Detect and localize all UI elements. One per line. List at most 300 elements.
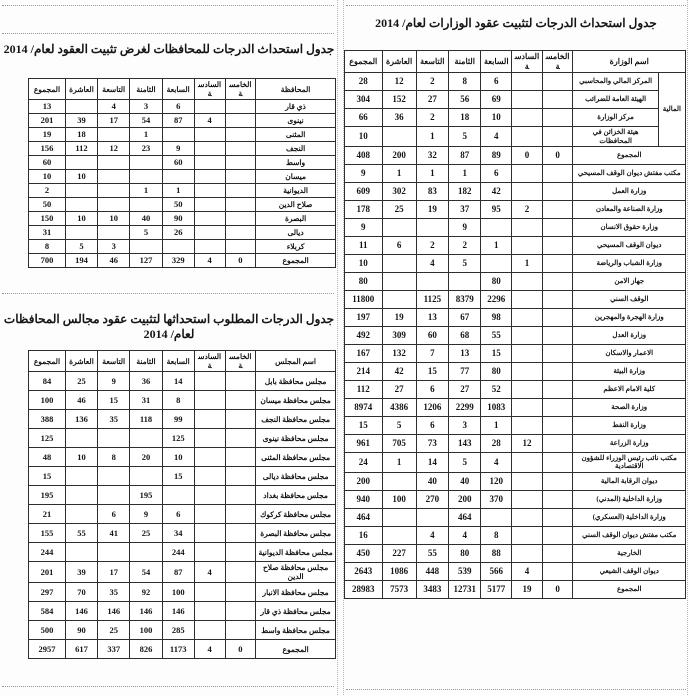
value-cell: 146	[65, 602, 97, 621]
value-cell: 11	[345, 236, 383, 254]
table-row	[345, 562, 686, 580]
value-cell	[225, 391, 256, 410]
value-cell: 28	[481, 434, 512, 452]
table-row	[29, 467, 336, 486]
value-cell	[542, 236, 573, 254]
value-cell	[130, 240, 162, 254]
row-name-cell: مجلس محافظة بغداد	[256, 486, 336, 505]
value-cell: 200	[449, 490, 481, 508]
value-cell: 35	[98, 410, 130, 429]
value-cell	[542, 452, 573, 472]
value-cell	[542, 544, 573, 562]
row-name-cell: مجلس محافظة واسط	[256, 621, 336, 640]
value-cell: 0	[512, 146, 543, 164]
value-cell	[512, 544, 543, 562]
value-cell: 40	[449, 472, 481, 490]
value-cell: 8379	[449, 290, 481, 308]
row-name-cell: مكتب مفتش ديوان الوقف المسيحي	[573, 164, 686, 182]
value-cell: 2299	[449, 398, 481, 416]
value-cell: 5	[449, 127, 481, 147]
value-cell	[225, 100, 256, 114]
value-cell	[416, 272, 448, 290]
value-cell	[65, 486, 97, 505]
value-cell: 31	[29, 226, 66, 240]
value-cell: 5	[449, 254, 481, 272]
table-row	[29, 543, 336, 562]
value-cell: 9	[345, 218, 383, 236]
row-name-cell: وزارة الصحة	[573, 398, 686, 416]
value-cell: 80	[345, 272, 383, 290]
value-cell	[98, 198, 130, 212]
value-cell: 6	[481, 73, 512, 91]
value-cell	[512, 182, 543, 200]
value-cell: 15	[416, 362, 448, 380]
governorates-table-title: جدول استحداث الدرجات للمحافظات لغرض تثبيت العقود لعام/ 2014	[3, 42, 335, 56]
value-cell: 4	[416, 526, 448, 544]
value-cell	[542, 109, 573, 127]
value-cell: 1086	[382, 562, 416, 580]
value-cell: 15	[481, 344, 512, 362]
value-cell: 27	[449, 380, 481, 398]
value-cell	[449, 272, 481, 290]
value-cell: 167	[345, 344, 383, 362]
value-cell: 1	[162, 184, 194, 198]
value-cell: 99	[162, 410, 194, 429]
table-row	[29, 142, 336, 156]
value-cell: 705	[382, 434, 416, 452]
table-row	[29, 170, 336, 184]
value-cell	[512, 472, 543, 490]
value-cell: 35	[98, 583, 130, 602]
value-cell	[481, 254, 512, 272]
value-cell: 6	[162, 100, 194, 114]
value-cell: 5177	[481, 580, 512, 598]
value-cell: 2	[512, 200, 543, 218]
value-cell: 80	[449, 544, 481, 562]
value-cell: 337	[98, 640, 130, 659]
value-cell	[542, 398, 573, 416]
row-name-cell: نينوى	[256, 114, 336, 128]
value-cell: 46	[98, 254, 130, 268]
value-cell: 40	[130, 212, 162, 226]
value-cell: 4386	[382, 398, 416, 416]
table-row	[345, 272, 686, 290]
value-cell: 3	[130, 100, 162, 114]
row-name-cell: ذي قار	[256, 100, 336, 114]
row-name-cell: المجموع	[256, 254, 336, 268]
value-cell: 67	[449, 308, 481, 326]
value-cell: 4	[194, 114, 225, 128]
value-cell	[194, 142, 225, 156]
column-header: السابعة	[481, 51, 512, 73]
table-row	[345, 362, 686, 380]
value-cell: 1	[130, 128, 162, 142]
value-cell	[512, 452, 543, 472]
value-cell: 6	[382, 236, 416, 254]
value-cell: 50	[29, 198, 66, 212]
value-cell: 1	[416, 164, 448, 182]
value-cell: 146	[98, 602, 130, 621]
value-cell: 214	[345, 362, 383, 380]
row-name-cell: جهاز الامن	[573, 272, 686, 290]
value-cell: 15	[98, 391, 130, 410]
value-cell: 7573	[382, 580, 416, 598]
row-name-cell: وزارة العدل	[573, 326, 686, 344]
value-cell	[130, 543, 162, 562]
table-row	[345, 146, 686, 164]
row-name-cell: وزارة العمل	[573, 182, 686, 200]
value-cell: 940	[345, 490, 383, 508]
value-cell: 304	[345, 91, 383, 109]
value-cell	[225, 486, 256, 505]
column-header-name: المحافظة	[256, 79, 336, 100]
value-cell: 100	[130, 621, 162, 640]
value-cell	[194, 524, 225, 543]
value-cell: 17	[98, 114, 130, 128]
value-cell: 448	[416, 562, 448, 580]
value-cell: 4	[194, 562, 225, 583]
value-cell: 27	[382, 380, 416, 398]
value-cell: 297	[29, 583, 66, 602]
value-cell: 87	[162, 562, 194, 583]
value-cell: 25	[65, 372, 97, 391]
value-cell: 1	[382, 452, 416, 472]
header-row	[345, 51, 686, 73]
table-row	[29, 184, 336, 198]
value-cell: 8	[98, 448, 130, 467]
value-cell: 10	[65, 170, 97, 184]
value-cell	[225, 543, 256, 562]
value-cell	[512, 236, 543, 254]
row-name-cell: وزارة حقوق الانسان	[573, 218, 686, 236]
value-cell: 9	[162, 142, 194, 156]
table-row	[29, 429, 336, 448]
value-cell	[542, 380, 573, 398]
value-cell: 1206	[416, 398, 448, 416]
value-cell	[512, 508, 543, 526]
value-cell	[194, 170, 225, 184]
table-row	[345, 580, 686, 598]
row-name-cell: مجلس محافظة كركوك	[256, 505, 336, 524]
value-cell: 182	[449, 182, 481, 200]
value-cell	[194, 372, 225, 391]
value-cell: 826	[130, 640, 162, 659]
value-cell: 12	[382, 73, 416, 91]
value-cell	[542, 416, 573, 434]
value-cell	[542, 562, 573, 580]
column-header: الثامنة	[130, 79, 162, 100]
value-cell: 1	[481, 416, 512, 434]
value-cell	[194, 226, 225, 240]
header-row	[29, 351, 336, 372]
value-cell	[512, 398, 543, 416]
column-header: المجموع	[29, 79, 66, 100]
value-cell: 83	[416, 182, 448, 200]
value-cell: 13	[29, 100, 66, 114]
value-cell	[194, 621, 225, 640]
value-cell	[98, 170, 130, 184]
table-row	[345, 544, 686, 562]
value-cell	[225, 602, 256, 621]
value-cell	[225, 583, 256, 602]
table-row	[345, 472, 686, 490]
value-cell: 68	[449, 326, 481, 344]
table-row	[345, 236, 686, 254]
table-row	[29, 583, 336, 602]
value-cell: 28	[345, 73, 383, 91]
value-cell: 195	[29, 486, 66, 505]
value-cell: 100	[382, 490, 416, 508]
value-cell	[542, 344, 573, 362]
row-name-cell: المثنى	[256, 128, 336, 142]
value-cell: 9	[345, 164, 383, 182]
table-row	[29, 505, 336, 524]
table-row	[345, 127, 686, 147]
value-cell: 3	[98, 240, 130, 254]
value-cell: 10	[65, 448, 97, 467]
value-cell: 464	[449, 508, 481, 526]
table-row	[345, 490, 686, 508]
value-cell: 23	[130, 142, 162, 156]
row-name-cell: وزارة الشباب والرياضة	[573, 254, 686, 272]
value-cell	[98, 128, 130, 142]
value-cell: 11800	[345, 290, 383, 308]
value-cell	[65, 156, 97, 170]
table-row	[345, 164, 686, 182]
value-cell: 2	[449, 236, 481, 254]
value-cell: 42	[481, 182, 512, 200]
table-row	[345, 526, 686, 544]
row-name-cell: مجلس محافظة ذي قار	[256, 602, 336, 621]
value-cell	[98, 543, 130, 562]
value-cell: 37	[449, 200, 481, 218]
table-row	[345, 416, 686, 434]
table-row	[29, 621, 336, 640]
value-cell: 10	[345, 254, 383, 272]
value-cell: 9	[98, 372, 130, 391]
value-cell: 19	[416, 200, 448, 218]
table-row	[29, 198, 336, 212]
value-cell: 84	[29, 372, 66, 391]
table-row	[29, 254, 336, 268]
table-row	[29, 372, 336, 391]
value-cell: 118	[130, 410, 162, 429]
value-cell: 132	[382, 344, 416, 362]
value-cell: 6	[416, 416, 448, 434]
column-header: العاشرة	[382, 51, 416, 73]
value-cell	[542, 272, 573, 290]
value-cell	[130, 156, 162, 170]
column-header: السابعة	[162, 79, 194, 100]
value-cell: 26	[162, 226, 194, 240]
value-cell: 388	[29, 410, 66, 429]
value-cell: 2	[29, 184, 66, 198]
row-name-cell: الهيئة العامة للضرائب	[573, 91, 658, 109]
value-cell	[382, 127, 416, 147]
value-cell: 80	[481, 272, 512, 290]
value-cell: 270	[416, 490, 448, 508]
value-cell: 500	[29, 621, 66, 640]
value-cell: 4	[481, 127, 512, 147]
value-cell: 1	[130, 184, 162, 198]
value-cell: 3483	[416, 580, 448, 598]
value-cell	[98, 184, 130, 198]
value-cell: 329	[162, 254, 194, 268]
value-cell	[130, 429, 162, 448]
value-cell: 584	[29, 602, 66, 621]
value-cell: 15	[345, 416, 383, 434]
value-cell	[382, 526, 416, 544]
table-row	[29, 486, 336, 505]
value-cell: 1	[416, 127, 448, 147]
column-header: التاسعة	[98, 79, 130, 100]
value-cell: 70	[65, 583, 97, 602]
value-cell: 5	[382, 416, 416, 434]
value-cell	[382, 272, 416, 290]
value-cell: 156	[29, 142, 66, 156]
value-cell: 25	[130, 524, 162, 543]
value-cell	[416, 508, 448, 526]
value-cell	[225, 410, 256, 429]
value-cell: 3	[449, 416, 481, 434]
value-cell: 4	[194, 254, 225, 268]
value-cell: 152	[382, 91, 416, 109]
value-cell: 13	[449, 344, 481, 362]
row-name-cell: مكتب نائب رئيس الوزراء للشؤون الاقتصادية	[573, 452, 686, 472]
value-cell: 100	[162, 583, 194, 602]
value-cell: 60	[416, 326, 448, 344]
column-header: السابعة	[162, 351, 194, 372]
value-cell: 6	[162, 505, 194, 524]
value-cell: 36	[382, 109, 416, 127]
value-cell: 92	[130, 583, 162, 602]
value-cell: 25	[382, 200, 416, 218]
value-cell: 34	[162, 524, 194, 543]
table-row	[345, 308, 686, 326]
value-cell	[194, 410, 225, 429]
value-cell: 195	[130, 486, 162, 505]
value-cell: 39	[65, 114, 97, 128]
row-name-cell: ميسان	[256, 170, 336, 184]
value-cell	[194, 184, 225, 198]
value-cell	[65, 100, 97, 114]
value-cell	[194, 505, 225, 524]
row-name-cell: كلية الامام الاعظم	[573, 380, 686, 398]
value-cell: 200	[345, 472, 383, 490]
value-cell: 2296	[481, 290, 512, 308]
table-row	[345, 508, 686, 526]
column-header-name: اسم المجلس	[256, 351, 336, 372]
value-cell	[162, 170, 194, 184]
value-cell	[98, 156, 130, 170]
value-cell: 40	[416, 472, 448, 490]
ministries-table	[344, 50, 686, 599]
value-cell: 18	[449, 109, 481, 127]
value-cell	[382, 254, 416, 272]
value-cell: 5	[449, 452, 481, 472]
row-name-cell: مجلس محافظة بابل	[256, 372, 336, 391]
table-row	[29, 410, 336, 429]
value-cell: 961	[345, 434, 383, 452]
row-name-cell: مجلس محافظة نينوى	[256, 429, 336, 448]
value-cell	[194, 128, 225, 142]
table-row	[345, 254, 686, 272]
value-cell: 6	[481, 164, 512, 182]
table-row	[29, 100, 336, 114]
row-name-cell: صلاح الدين	[256, 198, 336, 212]
table-row	[345, 398, 686, 416]
value-cell	[162, 240, 194, 254]
left-page-half	[0, 0, 338, 695]
value-cell	[194, 198, 225, 212]
row-name-cell: ديالى	[256, 226, 336, 240]
table-row	[29, 640, 336, 659]
value-cell: 14	[162, 372, 194, 391]
value-cell: 55	[65, 524, 97, 543]
row-name-cell: مجلس محافظة ديالى	[256, 467, 336, 486]
value-cell: 4	[194, 640, 225, 659]
value-cell: 450	[345, 544, 383, 562]
value-cell: 617	[65, 640, 97, 659]
value-cell: 120	[481, 472, 512, 490]
value-cell	[542, 127, 573, 147]
value-cell: 112	[65, 142, 97, 156]
value-cell	[542, 362, 573, 380]
value-cell	[194, 240, 225, 254]
value-cell: 155	[29, 524, 66, 543]
row-name-cell: المركز المالي والمحاسبي	[573, 73, 658, 91]
value-cell	[225, 621, 256, 640]
value-cell: 146	[130, 602, 162, 621]
value-cell	[512, 526, 543, 544]
value-cell: 244	[162, 543, 194, 562]
value-cell: 4	[512, 562, 543, 580]
value-cell: 32	[416, 146, 448, 164]
value-cell: 31	[130, 391, 162, 410]
group-label-cell: المالية	[658, 73, 685, 147]
column-header: السادسة	[194, 79, 225, 100]
value-cell	[382, 508, 416, 526]
value-cell	[512, 362, 543, 380]
value-cell	[98, 429, 130, 448]
value-cell: 112	[345, 380, 383, 398]
value-cell: 10	[29, 170, 66, 184]
value-cell	[512, 127, 543, 147]
value-cell: 0	[542, 146, 573, 164]
value-cell: 197	[345, 308, 383, 326]
value-cell: 201	[29, 562, 66, 583]
value-cell: 66	[345, 109, 383, 127]
value-cell: 2	[416, 109, 448, 127]
value-cell	[382, 218, 416, 236]
value-cell: 8	[162, 391, 194, 410]
table-row	[29, 128, 336, 142]
row-name-cell: وزارة النفط	[573, 416, 686, 434]
value-cell	[481, 508, 512, 526]
councils-table-title: جدول الدرجات المطلوب استحداثها لتثبيت عقود مجالس المحافظات لعام/ 2014	[3, 312, 335, 341]
value-cell	[65, 467, 97, 486]
row-name-cell: مجلس محافظة النجف	[256, 410, 336, 429]
value-cell	[225, 226, 256, 240]
value-cell: 88	[481, 544, 512, 562]
value-cell: 2643	[345, 562, 383, 580]
row-name-cell: وزارة البيئة	[573, 362, 686, 380]
value-cell	[65, 429, 97, 448]
value-cell: 77	[449, 362, 481, 380]
value-cell: 90	[65, 621, 97, 640]
value-cell: 408	[345, 146, 383, 164]
value-cell: 89	[481, 146, 512, 164]
